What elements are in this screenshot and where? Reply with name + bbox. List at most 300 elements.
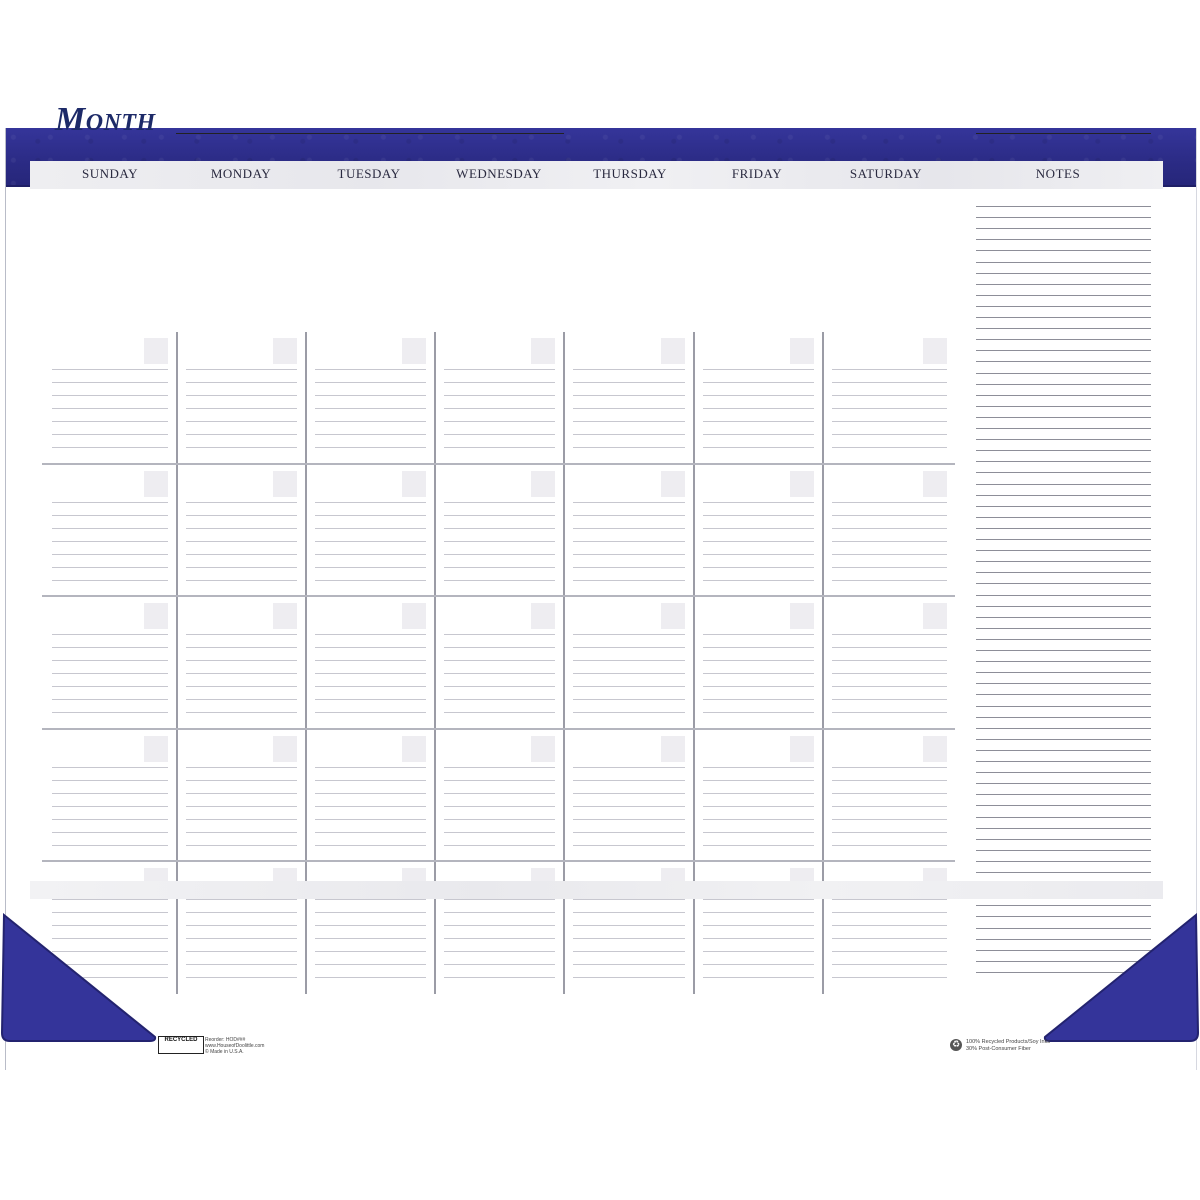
writing-line [703,382,814,383]
writing-line [315,382,426,383]
recycle-icon: ♻ [951,1040,961,1050]
day-cell[interactable] [305,730,434,862]
writing-line [573,964,685,965]
writing-line [52,421,168,422]
writing-line [832,580,947,581]
date-box[interactable] [923,338,947,364]
writing-line [186,541,297,542]
writing-line [703,580,814,581]
writing-line [186,408,297,409]
date-box[interactable] [531,736,555,762]
writing-line [444,660,555,661]
writing-line [444,938,555,939]
day-cell[interactable] [42,597,176,729]
writing-line [573,793,685,794]
notes-line [976,595,1151,596]
date-box[interactable] [402,736,426,762]
writing-line [573,434,685,435]
notes-line [976,350,1151,351]
writing-line [186,502,297,503]
writing-line [573,951,685,952]
notes-line [976,717,1151,718]
writing-line [444,395,555,396]
day-cell[interactable] [693,332,822,464]
writing-line [832,951,947,952]
day-cell[interactable] [822,332,955,464]
writing-line [186,634,297,635]
writing-line [832,925,947,926]
writing-line [832,793,947,794]
writing-line [52,699,168,700]
writing-line [315,925,426,926]
notes-line [976,628,1151,629]
writing-line [832,541,947,542]
notes-line [976,461,1151,462]
writing-line [832,515,947,516]
day-cell[interactable] [822,465,955,597]
notes-line [976,439,1151,440]
writing-line [186,780,297,781]
writing-line [573,541,685,542]
writing-line [832,502,947,503]
notes-line [976,661,1151,662]
writing-line [186,938,297,939]
writing-line [573,634,685,635]
notes-line [976,262,1151,263]
writing-line [186,977,297,978]
writing-line [832,977,947,978]
writing-line [186,899,297,900]
writing-line [832,647,947,648]
writing-line [444,434,555,435]
writing-line [573,515,685,516]
day-cell[interactable] [693,465,822,597]
writing-line [315,806,426,807]
writing-line [52,382,168,383]
date-box[interactable] [661,736,685,762]
date-box[interactable] [144,736,168,762]
writing-line [573,421,685,422]
writing-line [444,515,555,516]
writing-line [444,780,555,781]
day-header-wednesday: WEDNESDAY [456,166,542,181]
writing-line [315,395,426,396]
writing-line [315,780,426,781]
writing-line [444,673,555,674]
writing-line [832,434,947,435]
writing-line [573,712,685,713]
writing-line [703,554,814,555]
writing-line [186,925,297,926]
recycled-logo-text: RECYCLED [164,1037,198,1043]
notes-line [976,772,1151,773]
writing-line [444,382,555,383]
writing-line [703,899,814,900]
writing-line [52,793,168,794]
writing-line [573,408,685,409]
notes-line [976,606,1151,607]
notes-line [976,239,1151,240]
notes-line [976,517,1151,518]
writing-line [703,699,814,700]
date-box[interactable] [402,338,426,364]
day-header-tuesday: TUESDAY [337,166,401,181]
writing-line [315,938,426,939]
date-box[interactable] [790,603,814,629]
writing-line [703,686,814,687]
writing-line [315,964,426,965]
day-cell[interactable] [563,597,693,729]
writing-line [52,686,168,687]
writing-line [703,964,814,965]
writing-line [444,447,555,448]
writing-line [444,686,555,687]
date-box[interactable] [790,338,814,364]
writing-line [315,951,426,952]
writing-line [703,925,814,926]
notes-line [976,728,1151,729]
writing-line [52,780,168,781]
week-divider [42,463,955,465]
writing-line [186,434,297,435]
writing-line [573,528,685,529]
writing-line [186,793,297,794]
date-box[interactable] [402,603,426,629]
writing-line [703,832,814,833]
writing-line [52,845,168,846]
writing-line [52,580,168,581]
writing-line [573,819,685,820]
notes-line [976,250,1151,251]
writing-line [186,912,297,913]
writing-line [315,580,426,581]
right-corner-holder [1042,913,1200,1043]
notes-line [976,850,1151,851]
writing-line [832,447,947,448]
writing-line [444,712,555,713]
writing-line [832,673,947,674]
day-cell[interactable] [434,597,563,729]
day-cell[interactable] [693,597,822,729]
notes-line [976,550,1151,551]
date-box[interactable] [273,471,297,497]
writing-line [444,647,555,648]
writing-line [444,369,555,370]
notes-line [976,206,1151,207]
notes-line [976,450,1151,451]
notes-line [976,406,1151,407]
writing-line [186,951,297,952]
date-box[interactable] [273,338,297,364]
writing-line [832,382,947,383]
writing-line [186,686,297,687]
writing-line [832,845,947,846]
writing-line [832,938,947,939]
writing-line [315,819,426,820]
writing-line [186,647,297,648]
writing-line [444,845,555,846]
day-header-thursday: THURSDAY [593,166,667,181]
writing-line [444,580,555,581]
writing-line [832,554,947,555]
writing-line [444,793,555,794]
notes-line [976,472,1151,473]
writing-line [703,819,814,820]
recycle-statement: 100% Recycled Products/Soy Inks 30% Post-Consumer Fiber [966,1039,1051,1052]
writing-line [573,780,685,781]
writing-line [703,434,814,435]
writing-line [832,369,947,370]
date-box[interactable] [923,471,947,497]
day-cell[interactable] [434,465,563,597]
writing-line [703,673,814,674]
writing-line [186,845,297,846]
writing-line [703,938,814,939]
imprint-text: Reorder: HOD### www.HouseofDoolittle.com © Made in U.S.A. [205,1037,265,1055]
writing-line [186,421,297,422]
notes-line [976,273,1151,274]
writing-line [444,567,555,568]
notes-line [976,561,1151,562]
writing-line [703,421,814,422]
month-title: Month [55,101,156,138]
date-box[interactable] [531,603,555,629]
writing-line [52,767,168,768]
writing-line [315,660,426,661]
notes-line [976,783,1151,784]
day-cell[interactable] [305,597,434,729]
day-header-saturday: SATURDAY [849,166,923,181]
date-box[interactable] [273,603,297,629]
writing-line [444,819,555,820]
date-box[interactable] [923,736,947,762]
notes-line [976,672,1151,673]
notes-line [976,228,1151,229]
notes-line [976,905,1151,906]
writing-line [832,408,947,409]
writing-line [52,660,168,661]
notes-line [976,761,1151,762]
writing-line [703,567,814,568]
writing-line [186,567,297,568]
writing-line [703,369,814,370]
day-cell[interactable] [563,730,693,862]
writing-line [444,925,555,926]
writing-line [52,673,168,674]
writing-line [444,541,555,542]
day-cell[interactable] [176,597,305,729]
date-box[interactable] [790,736,814,762]
notes-line [976,417,1151,418]
writing-line [186,712,297,713]
notes-line [976,817,1151,818]
writing-line [832,712,947,713]
writing-line [186,528,297,529]
writing-line [315,554,426,555]
writing-line [186,819,297,820]
writing-line [315,434,426,435]
writing-line [444,767,555,768]
writing-line [703,395,814,396]
notes-line [976,739,1151,740]
notes-line [976,484,1151,485]
notes-line [976,306,1151,307]
day-cell[interactable] [305,332,434,464]
notes-line [976,572,1151,573]
writing-line [52,554,168,555]
writing-line [186,964,297,965]
writing-line [186,806,297,807]
day-cell[interactable] [42,730,176,862]
writing-line [52,447,168,448]
date-box[interactable] [144,338,168,364]
notes-line [976,639,1151,640]
writing-line [573,767,685,768]
notes-line [976,839,1151,840]
writing-line [52,369,168,370]
writing-line [444,806,555,807]
day-header-monday: MONDAY [210,166,272,181]
date-box[interactable] [273,736,297,762]
writing-line [315,369,426,370]
day-cell[interactable] [42,332,176,464]
day-cell[interactable] [563,465,693,597]
writing-line [444,421,555,422]
day-cell[interactable] [176,730,305,862]
writing-line [573,395,685,396]
writing-line [703,806,814,807]
writing-line [703,634,814,635]
writing-line [573,369,685,370]
writing-line [832,819,947,820]
writing-line [315,699,426,700]
writing-line [315,502,426,503]
writing-line [444,528,555,529]
notes-line [976,339,1151,340]
writing-line [444,977,555,978]
writing-line [444,554,555,555]
writing-line [52,502,168,503]
writing-line [186,767,297,768]
writing-line [703,447,814,448]
writing-line [573,938,685,939]
writing-line [832,780,947,781]
writing-line [703,408,814,409]
month-write-line[interactable] [176,133,564,134]
notes-header: NOTES [1035,166,1081,181]
day-cell[interactable] [693,730,822,862]
writing-line [444,502,555,503]
year-write-line[interactable] [976,133,1151,134]
date-box[interactable] [661,338,685,364]
day-cell[interactable] [176,465,305,597]
writing-line [703,712,814,713]
notes-line [976,706,1151,707]
writing-line [444,699,555,700]
writing-line [315,793,426,794]
writing-line [186,369,297,370]
writing-line [186,554,297,555]
date-box[interactable] [790,471,814,497]
writing-line [315,541,426,542]
writing-line [573,660,685,661]
writing-line [832,686,947,687]
writing-line [315,673,426,674]
day-cell[interactable] [42,465,176,597]
writing-line [315,767,426,768]
writing-line [186,673,297,674]
notes-line [976,750,1151,751]
writing-line [573,832,685,833]
writing-line [573,554,685,555]
writing-line [52,634,168,635]
day-cell[interactable] [176,332,305,464]
writing-line [573,977,685,978]
writing-line [832,767,947,768]
day-cell[interactable] [822,730,955,862]
writing-line [315,912,426,913]
day-cell[interactable] [434,332,563,464]
writing-line [703,767,814,768]
writing-line [703,780,814,781]
writing-line [315,845,426,846]
writing-line [573,686,685,687]
notes-line [976,395,1151,396]
writing-line [186,832,297,833]
day-cell[interactable] [822,597,955,729]
writing-line [315,899,426,900]
writing-line [832,912,947,913]
writing-line [573,382,685,383]
day-cell[interactable] [563,332,693,464]
writing-line [315,567,426,568]
date-box[interactable] [402,471,426,497]
notes-line [976,650,1151,651]
writing-line [186,382,297,383]
date-box[interactable] [144,603,168,629]
writing-line [315,634,426,635]
writing-line [52,806,168,807]
day-cell[interactable] [305,465,434,597]
date-box[interactable] [661,603,685,629]
writing-line [444,634,555,635]
writing-line [186,699,297,700]
writing-line [444,951,555,952]
writing-line [52,408,168,409]
notes-line [976,683,1151,684]
date-box[interactable] [923,603,947,629]
writing-line [52,899,168,900]
writing-line [444,832,555,833]
writing-line [573,567,685,568]
date-box[interactable] [531,338,555,364]
day-header-sunday: SUNDAY [82,166,138,181]
writing-line [832,699,947,700]
writing-line [52,528,168,529]
writing-line [832,634,947,635]
day-cell[interactable] [434,730,563,862]
date-box[interactable] [531,471,555,497]
date-box[interactable] [144,471,168,497]
notes-line [976,828,1151,829]
date-box[interactable] [661,471,685,497]
writing-line [832,395,947,396]
writing-line [315,647,426,648]
notes-line [976,694,1151,695]
writing-line [703,541,814,542]
writing-line [315,515,426,516]
week-divider [42,860,955,862]
